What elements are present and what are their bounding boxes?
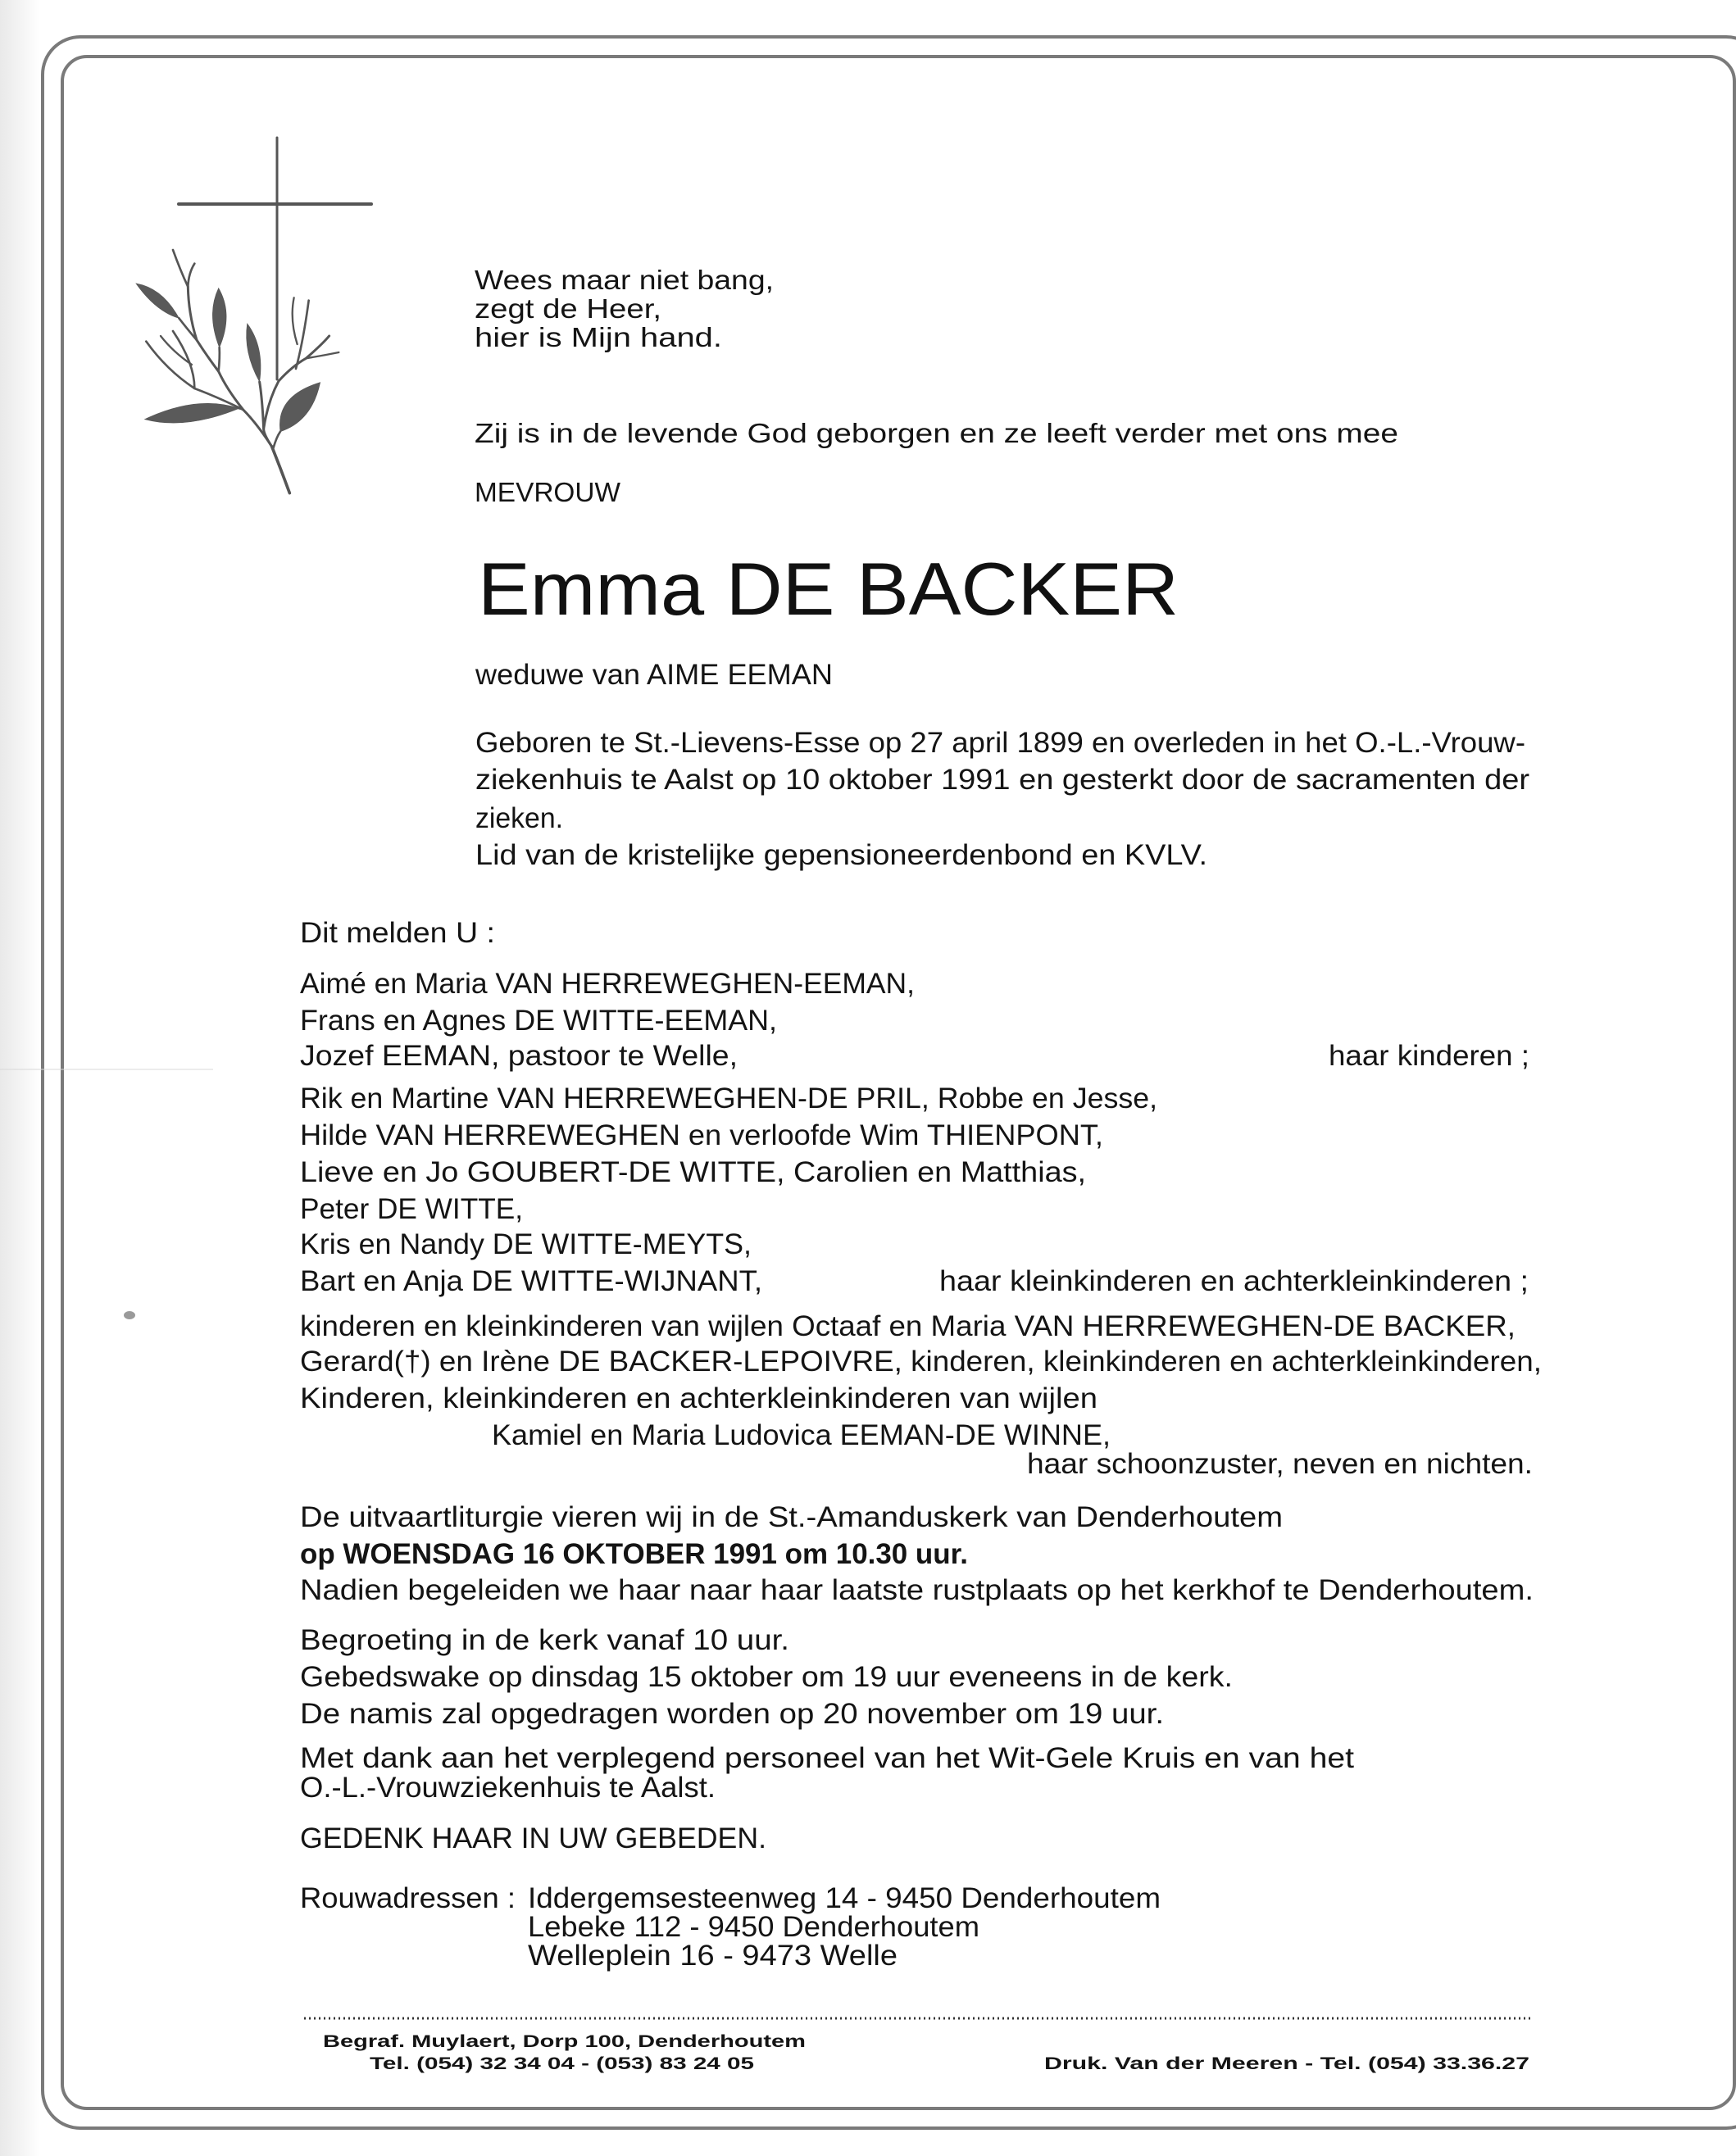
cross-with-branch-icon	[136, 138, 371, 493]
bio-line-1: Geboren te St.-Lievens-Esse op 27 april 1899 en overleden in het O.-L.-Vrouw-	[475, 727, 1525, 759]
list-item: Kinderen, kleinkinderen en achterkleinkinderen van wijlen	[300, 1382, 1097, 1414]
list-item: Aimé en Maria VAN HERREWEGHEN-EEMAN,	[300, 968, 915, 1000]
deceased-name: Emma DE BACKER	[478, 548, 1179, 631]
leaf	[279, 383, 320, 432]
list-item: Rik en Martine VAN HERREWEGHEN-DE PRIL, Robbe en Jesse,	[300, 1083, 1157, 1114]
vigil-time: Gebedswake op dinsdag 15 oktober om 19 uur eveneens in de kerk.	[300, 1661, 1233, 1693]
thanks-line-1: Met dank aan het verplegend personeel van het Wit-Gele Kruis en van het	[300, 1742, 1355, 1774]
list-item: Gerard(†) en Irène DE BACKER-LEPOIVRE, kinderen, kleinkinderen en achterkleinkinderen,	[300, 1346, 1542, 1378]
addresses-label: Rouwadressen :	[300, 1882, 516, 1914]
widow-of: weduwe van AIME EEMAN	[474, 659, 833, 691]
leaf	[145, 403, 239, 423]
scan-speck	[124, 1311, 135, 1319]
address-line: Iddergemsesteenweg 14 - 9450 Denderhoutem	[528, 1882, 1161, 1914]
funeral-line-1: De uitvaartliturgie vieren wij in de St.-Amanduskerk van Denderhoutem	[300, 1501, 1283, 1533]
list-item: Peter DE WITTE,	[300, 1193, 523, 1225]
relation-label: haar schoonzuster, neven en nichten.	[1027, 1448, 1533, 1480]
bio-line-4: Lid van de kristelijke gepensioneerdenbond en KVLV.	[475, 839, 1207, 871]
branch-icon	[136, 250, 339, 493]
address-line: Lebeke 112 - 9450 Denderhoutem	[528, 1911, 979, 1943]
list-item: Hilde VAN HERREWEGHEN en verloofde Wim THIENPONT,	[300, 1119, 1103, 1151]
list-item: Bart en Anja DE WITTE-WIJNANT,	[300, 1265, 762, 1297]
verse-line-2: zegt de Heer,	[475, 293, 661, 324]
intro-text: Zij is in de levende God geborgen en ze leeft verder met ons mee	[475, 418, 1398, 448]
list-item: kinderen en kleinkinderen van wijlen Octaaf en Maria VAN HERREWEGHEN-DE BACKER,	[300, 1310, 1516, 1342]
funeral-date: op WOENSDAG 16 OKTOBER 1991 om 10.30 uur.	[300, 1538, 968, 1570]
leaf	[247, 324, 261, 382]
children-list	[300, 968, 1529, 1072]
list-item: Kamiel en Maria Ludovica EEMAN-DE WINNE,	[492, 1419, 1111, 1451]
printer-credit: Druk. Van der Meeren - Tel. (054) 33.36.27	[1044, 2054, 1529, 2073]
verse-line-1: Wees maar niet bang,	[475, 265, 774, 295]
relatives-list	[300, 1310, 1542, 1480]
list-item: Kris en Nandy DE WITTE-MEYTS,	[300, 1228, 752, 1260]
title-prefix: MEVROUW	[475, 477, 621, 507]
bio-line-2: ziekenhuis te Aalst op 10 oktober 1991 en gesterkt door de sacramenten der	[475, 764, 1530, 796]
undertaker-line-2: Tel. (054) 32 34 04 - (053) 83 24 05	[370, 2054, 755, 2073]
leaf	[136, 284, 179, 318]
bio-line-3: zieken.	[475, 802, 563, 834]
address-line: Welleplein 16 - 9473 Welle	[528, 1940, 898, 1972]
list-item: Lieve en Jo GOUBERT-DE WITTE, Carolien en Matthias,	[300, 1156, 1086, 1188]
relation-label: haar kinderen ;	[1329, 1040, 1529, 1072]
relation-label: haar kleinkinderen en achterkleinkinderen ;	[939, 1265, 1529, 1297]
undertaker-line-1: Begraf. Muylaert, Dorp 100, Denderhoutem	[323, 2032, 806, 2051]
prayer-request: GEDENK HAAR IN UW GEBEDEN.	[300, 1822, 766, 1854]
verse-line-3: hier is Mijn hand.	[475, 322, 722, 352]
announce-label: Dit melden U :	[300, 917, 495, 949]
memorial-mass: De namis zal opgedragen worden op 20 november om 19 uur.	[300, 1698, 1164, 1730]
funeral-line-3: Nadien begeleiden we haar naar haar laatste rustplaats op het kerkhof te Denderhoutem.	[300, 1574, 1534, 1606]
greeting-time: Begroeting in de kerk vanaf 10 uur.	[300, 1624, 789, 1656]
thanks-line-2: O.-L.-Vrouwziekenhuis te Aalst.	[300, 1772, 716, 1804]
leaf	[212, 288, 226, 347]
list-item: Frans en Agnes DE WITTE-EEMAN,	[300, 1005, 777, 1037]
grandchildren-list	[300, 1083, 1529, 1297]
list-item: Jozef EEMAN, pastoor te Welle,	[300, 1040, 738, 1072]
